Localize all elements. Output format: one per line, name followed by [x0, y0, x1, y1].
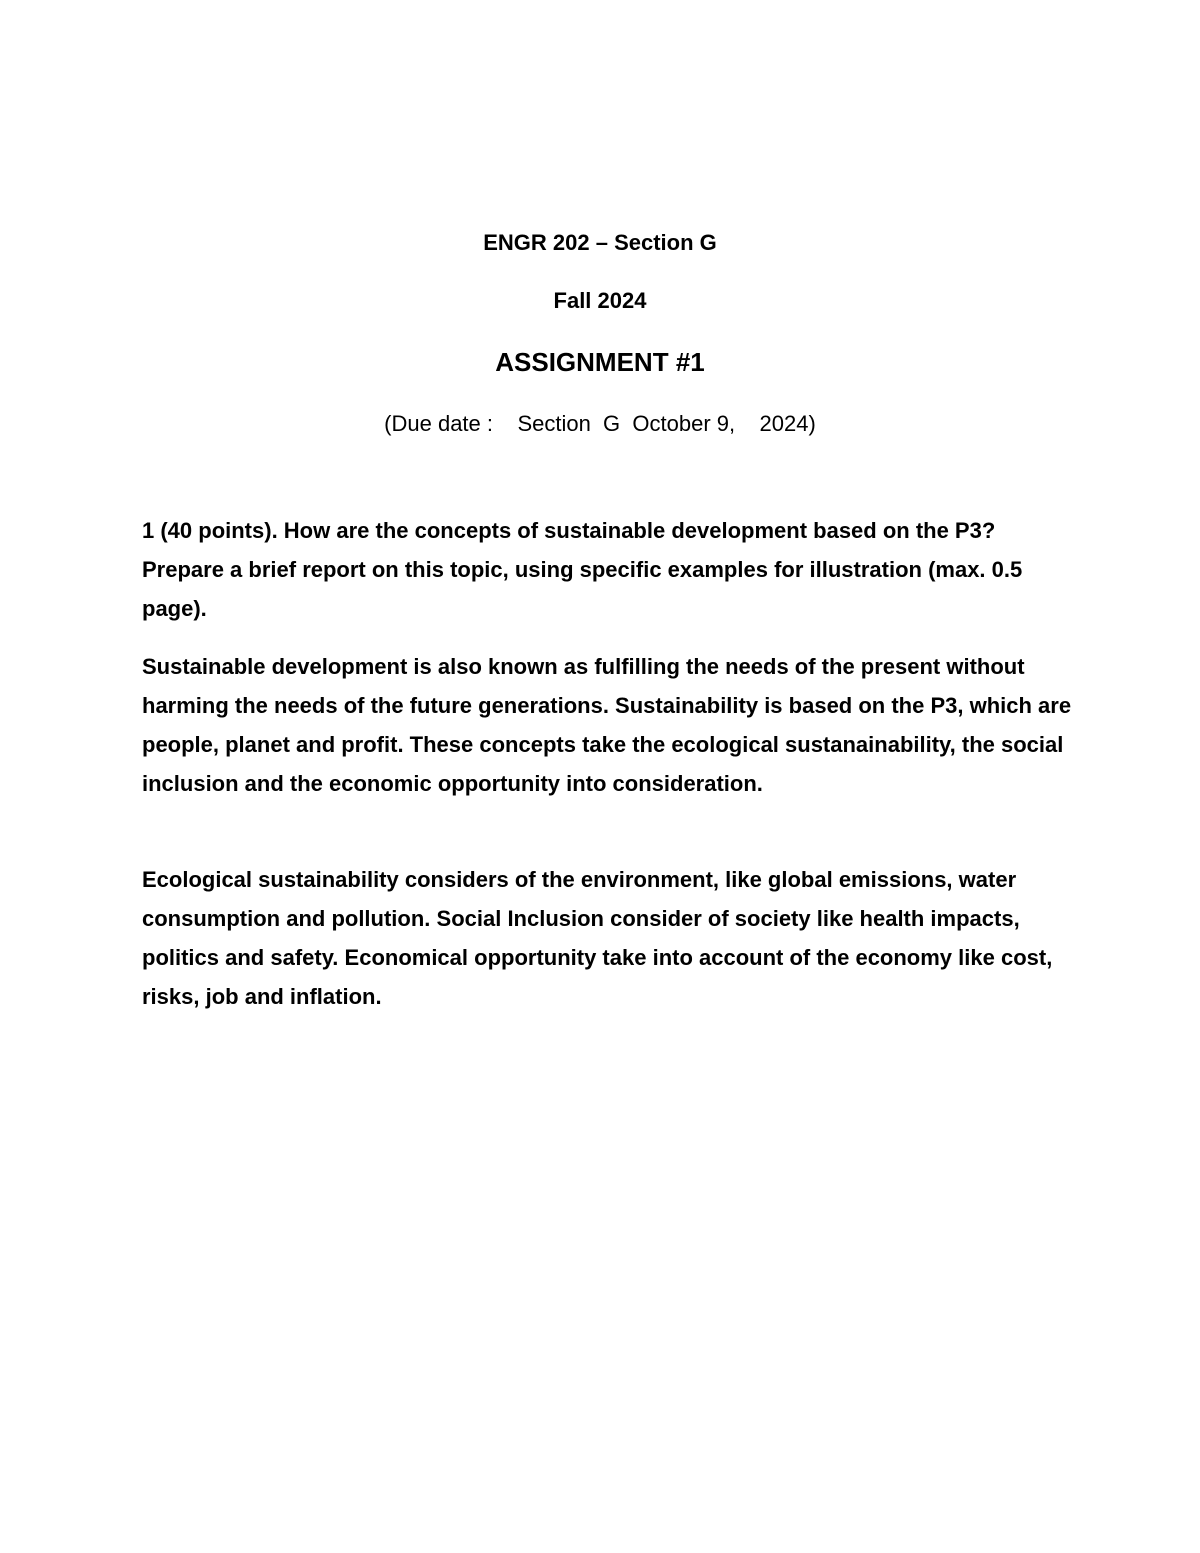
answer-paragraph-1: Sustainable development is also known as fulfilling the needs of the present without harming the needs of the future generations. Sustainability is based on the P3, which are people, planet and profit. These concepts take the ecological sustanainability, the social inclusion and the economic opportunity into consideration. [142, 654, 1072, 796]
question-text: 1 (40 points). How are the concepts of sustainable development based on the P3? Prepare a brief report on this topic, using specific examples for illustration (max. 0.5 page). [142, 518, 1023, 621]
term-heading: Fall 2024 [553, 288, 647, 313]
answer-paragraph-2: Ecological sustainability considers of the environment, like global emissions, water consumption and pollution. Social Inclusion consider of society like health impacts, politics and safety. Economical opportunity take into account of the economy like cost, risks, job and inflation. [142, 867, 1053, 1009]
course-heading: ENGR 202 – Section G [483, 230, 717, 255]
due-date-line: (Due date : Section G October 9, 2024) [384, 411, 816, 436]
assignment-title: ASSIGNMENT #1 [495, 347, 705, 377]
